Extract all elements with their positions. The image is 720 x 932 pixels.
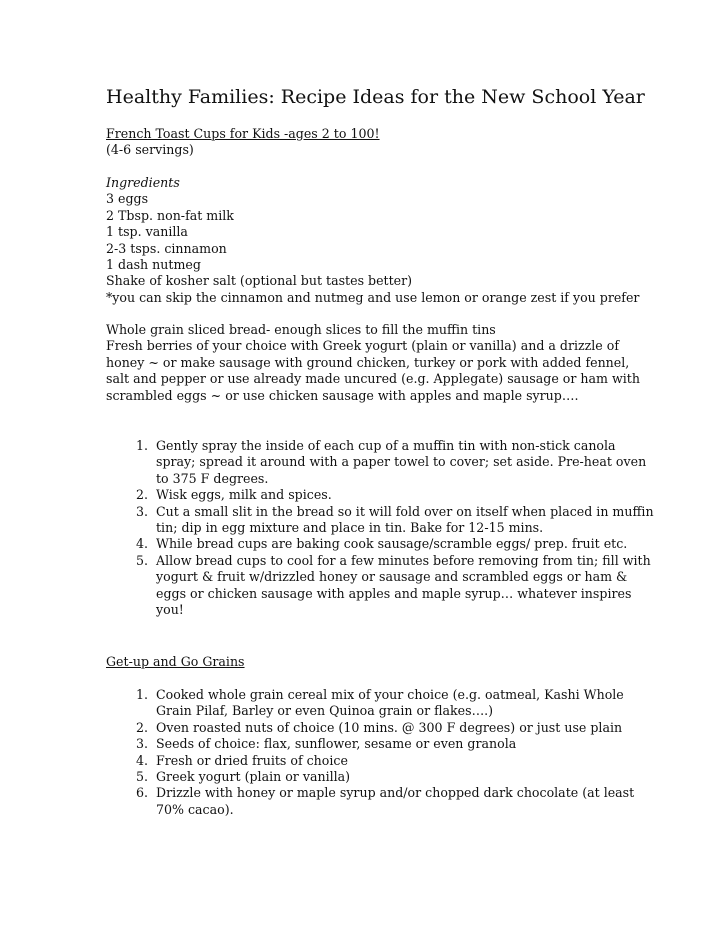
recipe1-steps — [106, 438, 654, 618]
ingredient-item: 2-3 tsps. cinnamon — [106, 240, 227, 256]
list-item — [106, 753, 626, 769]
step-line: Fresh or dried fruits of choice — [156, 752, 348, 768]
recipe1-servings: (4-6 servings) — [106, 142, 194, 158]
step-number: 1. — [135, 438, 148, 453]
step-line: you! — [156, 602, 184, 618]
list-item — [106, 769, 626, 785]
list-item — [106, 785, 635, 818]
recipe1-extras — [106, 322, 640, 404]
recipe1-header — [106, 126, 626, 159]
extras-line: honey ~ or make sausage with ground chicken, turkey or pork with added fennel, — [106, 354, 630, 370]
extras-line: Whole grain sliced bread- enough slices to fill the muffin tins — [106, 322, 496, 337]
ingredient-note: *you can skip the cinnamon and nutmeg and use lemon or orange zest if you prefer — [106, 289, 640, 305]
step-line: Cut a small slit in the bread so it will fold over on itself when placed in muffin — [156, 503, 654, 519]
extras-line: salt and pepper or use already made uncured (e.g. Applegate) sausage or ham with — [106, 371, 640, 387]
step-line: Cooked whole grain cereal mix of your choice (e.g. oatmeal, Kashi Whole — [156, 687, 624, 702]
list-item — [106, 487, 626, 503]
step-line: Allow bread cups to cool for a few minutes before removing from tin; fill with — [156, 552, 651, 568]
list-item — [106, 536, 626, 552]
step-line: to 375 F degrees. — [156, 470, 269, 486]
step-line: Oven roasted nuts of choice (10 mins. @ 300 F degrees) or just use plain — [156, 719, 623, 735]
recipe2-steps — [106, 687, 635, 818]
step-line: Drizzle with honey or maple syrup and/or chopped dark chocolate (at least — [156, 785, 635, 801]
ingredient-item: Shake of kosher salt (optional but tastes better) — [106, 273, 413, 289]
ingredient-item: 3 eggs — [106, 191, 149, 207]
list-item — [106, 552, 651, 619]
ingredient-item: 1 tsp. vanilla — [106, 224, 188, 240]
list-item — [106, 438, 647, 487]
step-line: Greek yogurt (plain or vanilla) — [156, 769, 351, 785]
ingredients-label: Ingredients — [106, 175, 180, 190]
step-number: 1. — [135, 687, 148, 702]
recipe2-header — [106, 654, 626, 670]
ingredient-item: 2 Tbsp. non-fat milk — [106, 207, 234, 223]
list-item — [106, 503, 654, 537]
step-number: 5. — [135, 769, 148, 785]
step-number: 5. — [135, 552, 148, 568]
step-line: Gently spray the inside of each cup of a muffin tin with non-stick canola — [156, 438, 616, 453]
list-item — [106, 720, 626, 736]
step-line: spray; spread it around with a paper towel to cover; set aside. Pre-heat oven — [156, 454, 647, 470]
recipe2-heading: Get-up and Go Grains — [106, 654, 245, 669]
step-number: 4. — [135, 752, 148, 768]
step-number: 2. — [135, 719, 148, 735]
step-line: Grain Pilaf, Barley or even Quinoa grain or flakes….) — [156, 703, 494, 719]
recipe1-ingredients — [106, 175, 640, 306]
step-line: Wisk eggs, milk and spices. — [156, 487, 332, 503]
step-number: 4. — [135, 536, 148, 552]
extras-line: scrambled eggs ~ or use chicken sausage with apples and maple syrup…. — [106, 387, 579, 403]
recipe1-heading: French Toast Cups for Kids -ages 2 to 100! — [106, 126, 380, 141]
step-number: 3. — [135, 736, 148, 752]
ingredient-item: 1 dash nutmeg — [106, 257, 201, 273]
step-line: eggs or chicken sausage with apples and maple syrup… whatever inspires — [156, 585, 632, 601]
list-item — [106, 687, 626, 720]
step-number: 6. — [135, 785, 148, 801]
step-line: yogurt & fruit w/drizzled honey or sausage and scrambled eggs or ham & — [156, 569, 628, 585]
list-item — [106, 736, 626, 752]
step-number: 2. — [135, 487, 148, 503]
step-line: While bread cups are baking cook sausage/scramble eggs/ prep. fruit etc. — [156, 536, 628, 552]
step-line: tin; dip in egg mixture and place in tin. Bake for 12-15 mins. — [156, 520, 544, 536]
page-title: Healthy Families: Recipe Ideas for the New School Year — [106, 86, 645, 108]
step-number: 3. — [135, 503, 148, 519]
step-line: 70% cacao). — [156, 801, 234, 817]
step-line: Seeds of choice: flax, sunflower, sesame or even granola — [156, 736, 517, 752]
extras-line: Fresh berries of your choice with Greek yogurt (plain or vanilla) and a drizzle of — [106, 338, 620, 354]
